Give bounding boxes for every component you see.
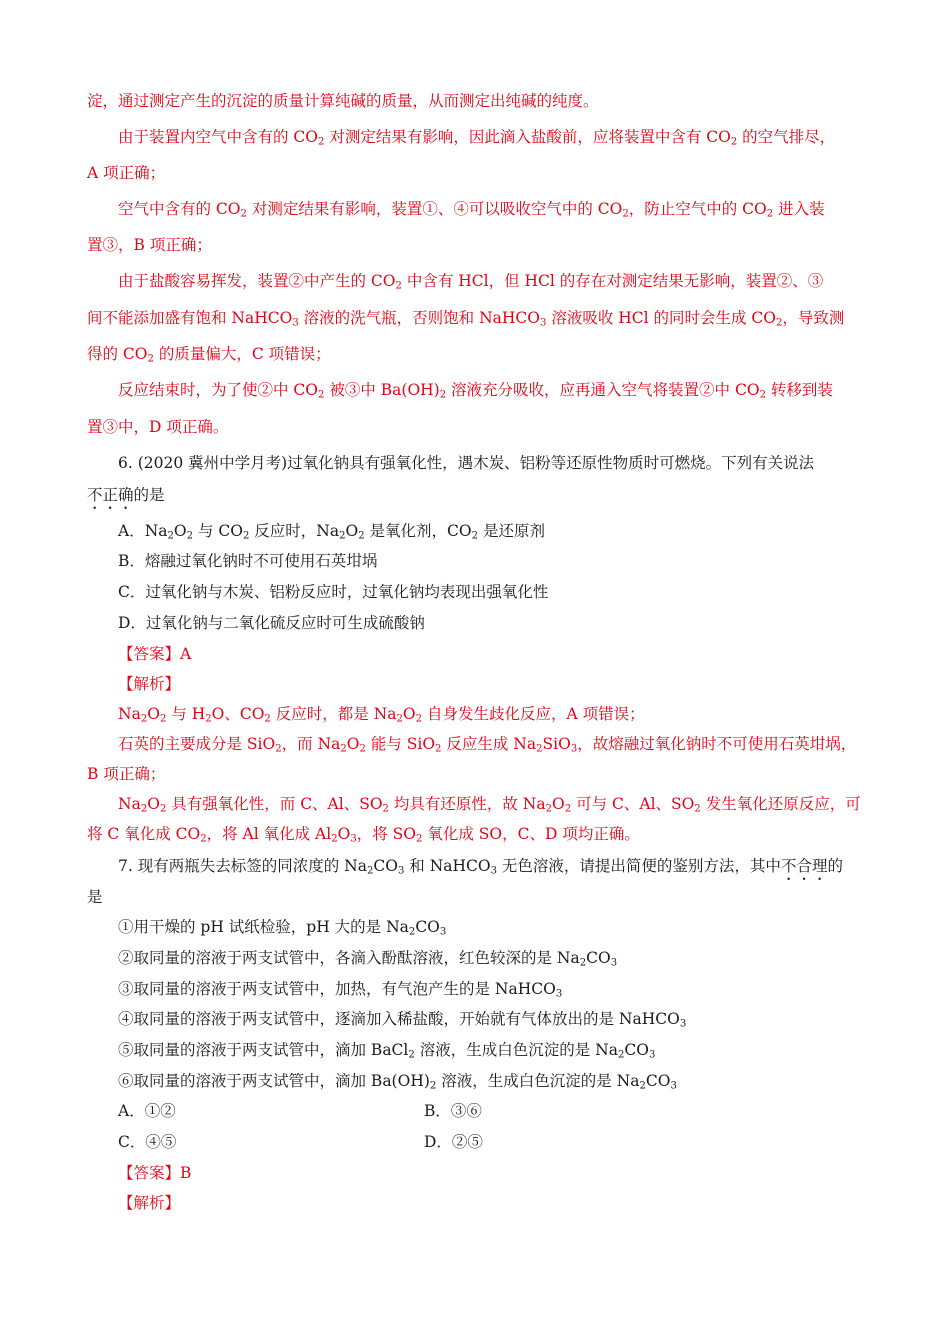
explanation-line: A 项正确； bbox=[87, 164, 166, 182]
question-6-option-a: A．$Na_2O_2$ 与 $CO_2$ 反应时，$Na_2O_2$ 是氧化剂，$CO_2$ 是还原剂 bbox=[118, 522, 545, 542]
question-7-option-c: C．④⑤ bbox=[118, 1133, 177, 1151]
question-6-answer: 【答案】A bbox=[118, 645, 192, 663]
statement-1: ①用干燥的 pH 试纸检验，pH 大的是 $Na_2CO_3$ bbox=[118, 918, 447, 938]
question-7-option-a: A．①② bbox=[118, 1102, 176, 1120]
emphasis-text: 不合理 bbox=[780, 857, 828, 875]
analysis-line: 将 C 氧化成 $CO_2$，将 Al 氧化成 $Al_2O_3$，将 $SO_2$ 氧化成 SO，C、D 项均正确。 bbox=[87, 825, 640, 845]
question-7-option-b: B．③⑥ bbox=[424, 1102, 482, 1120]
statement-5: ⑤取同量的溶液于两支试管中，滴加 BaCl$_2$ 溶液，生成白色沉淀的是 $Na_2CO_3$ bbox=[118, 1041, 656, 1061]
explanation-line: 空气中含有的 $CO_2$ 对测定结果有影响，装置①、④可以吸收空气中的 $CO_2$，防止空气中的 $CO_2$ 进入装 bbox=[118, 200, 825, 220]
analysis-line: $Na_2O_2$ 与 $H_2O$、$CO_2$ 反应时，都是 $Na_2O_2$ 自身发生歧化反应，A 项错误； bbox=[118, 705, 645, 725]
question-6-option-b: B．熔融过氧化钠时不可使用石英坩埚 bbox=[118, 552, 378, 570]
explanation-line: 得的 $CO_2$ 的质量偏大，C 项错误； bbox=[87, 345, 331, 365]
question-7-stem: 7. 现有两瓶失去标签的同浓度的 $Na_2CO_3$ 和 NaHCO$_3$ 无色溶液，请提出简便的鉴别方法，其中不合理的 bbox=[118, 857, 843, 877]
statement-6: ⑥取同量的溶液于两支试管中，滴加 $Ba(OH)_2$ 溶液，生成白色沉淀的是 $Na_2CO_3$ bbox=[118, 1072, 677, 1092]
question-7-stem: 是 bbox=[87, 888, 103, 906]
emphasis-text: 不正确 bbox=[87, 486, 134, 504]
analysis-line: $Na_2O_2$ 具有强氧化性，而 C、Al、$SO_2$ 均具有还原性，故 $Na_2O_2$ 可与 C、Al、$SO_2$ 发生氧化还原反应，可 bbox=[118, 795, 861, 815]
explanation-line: 置③中，D 项正确。 bbox=[87, 418, 229, 436]
explanation-line: 由于盐酸容易挥发，装置②中产生的 $CO_2$ 中含有 HCl，但 HCl 的存在对测定结果无影响，装置②、③ bbox=[118, 272, 824, 292]
explanation-line: 间不能添加盛有饱和 NaHCO$_3$ 溶液的洗气瓶，否则饱和 NaHCO$_3$ 溶液吸收 HCl 的同时会生成 $CO_2$，导致测 bbox=[87, 309, 845, 329]
question-6-stem: 不正确的是 bbox=[87, 486, 165, 504]
analysis-line: B 项正确； bbox=[87, 765, 166, 783]
explanation-line: 置③，B 项正确； bbox=[87, 236, 212, 254]
question-6-analysis-label: 【解析】 bbox=[118, 675, 181, 693]
analysis-line: 石英的主要成分是 SiO$_2$，而 $Na_2O_2$ 能与 SiO$_2$ 反应生成 $Na_2SiO_3$，故熔融过氧化钠时不可使用石英坩埚， bbox=[118, 735, 857, 755]
statement-3: ③取同量的溶液于两支试管中，加热，有气泡产生的是 NaHCO$_3$ bbox=[118, 980, 563, 1000]
explanation-line: 淀，通过测定产生的沉淀的质量计算纯碱的质量，从而测定出纯碱的纯度。 bbox=[87, 92, 599, 110]
question-6-option-c: C．过氧化钠与木炭、铝粉反应时，过氧化钠均表现出强氧化性 bbox=[118, 583, 549, 601]
question-6-option-d: D．过氧化钠与二氧化硫反应时可生成硫酸钠 bbox=[118, 614, 425, 632]
question-7-analysis-label: 【解析】 bbox=[118, 1194, 181, 1212]
question-7-answer: 【答案】B bbox=[118, 1164, 192, 1182]
statement-2: ②取同量的溶液于两支试管中，各滴入酚酞溶液，红色较深的是 $Na_2CO_3$ bbox=[118, 949, 618, 969]
statement-4: ④取同量的溶液于两支试管中，逐滴加入稀盐酸，开始就有气体放出的是 NaHCO$_3$ bbox=[118, 1010, 687, 1030]
question-6-stem: 6. (2020 冀州中学月考)过氧化钠具有强氧化性，遇木炭、铝粉等还原性物质时可燃烧。下列有关说法 bbox=[118, 454, 815, 472]
explanation-line: 反应结束时，为了使②中 $CO_2$ 被③中 $Ba(OH)_2$ 溶液充分吸收，应再通入空气将装置②中 $CO_2$ 转移到装 bbox=[118, 381, 833, 401]
question-7-option-d: D．②⑤ bbox=[424, 1133, 483, 1151]
explanation-line: 由于装置内空气中含有的 $CO_2$ 对测定结果有影响，因此滴入盐酸前，应将装置中含有 $CO_2$ 的空气排尽， bbox=[118, 128, 836, 148]
